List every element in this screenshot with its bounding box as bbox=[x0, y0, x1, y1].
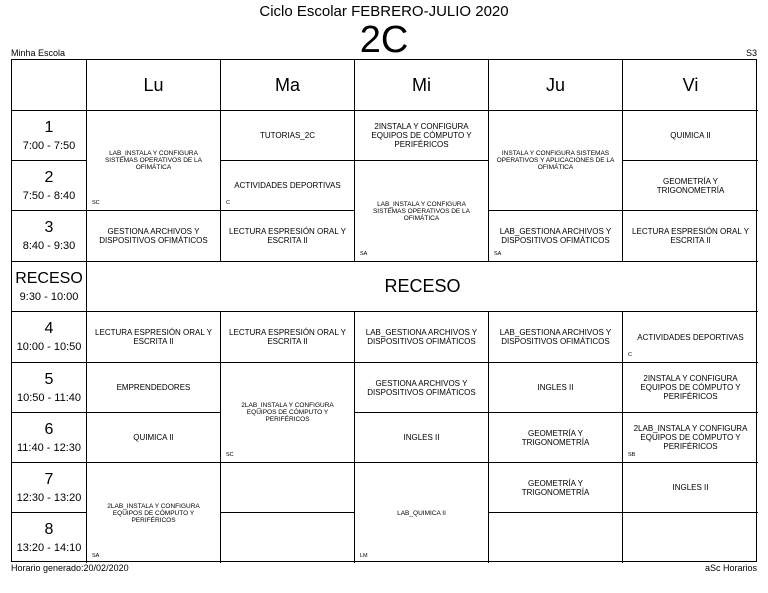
lesson-cell bbox=[623, 111, 758, 161]
lesson-room: C bbox=[628, 352, 632, 358]
lesson-subject: 2LAB_INSTALA Y CONFIGURA EQUIPOS DE CÓMPUTO Y PERIFÉRICOS bbox=[107, 502, 200, 524]
recess-band: RECESO bbox=[87, 262, 758, 312]
lesson-room: SA bbox=[494, 251, 502, 257]
lesson-cell bbox=[221, 111, 355, 161]
lesson-cell bbox=[623, 312, 758, 363]
lesson-cell bbox=[221, 312, 355, 363]
period-time: 12:30 - 13:20 bbox=[16, 491, 82, 504]
period-number: 1 bbox=[44, 118, 54, 136]
lesson-cell bbox=[87, 211, 221, 262]
lesson-subject: LAB_INSTALA Y CONFIGURA SISTEMAS OPERATIVOS DE LA OFIMÁTICA bbox=[372, 200, 471, 222]
lesson-cell bbox=[489, 363, 623, 413]
lesson-cell bbox=[355, 111, 489, 161]
lesson-cell bbox=[221, 161, 355, 211]
lesson-room: SC bbox=[92, 200, 100, 206]
lesson-subject: LAB_GESTIONA ARCHIVOS Y DISPOSITIVOS OFIMÁTICOS bbox=[499, 227, 612, 245]
lesson-cell bbox=[221, 363, 355, 463]
lesson-room: SA bbox=[92, 553, 100, 559]
period-time: 7:00 - 7:50 bbox=[22, 139, 76, 152]
lesson-cell-empty bbox=[489, 513, 623, 563]
lesson-cell bbox=[623, 161, 758, 211]
lesson-subject: 2LAB_INSTALA Y CONFIGURA EQUIPOS DE CÓMPUTO Y PERIFÉRICOS bbox=[633, 424, 748, 451]
lesson-cell-empty bbox=[623, 513, 758, 563]
lesson-subject: INGLES II bbox=[672, 483, 709, 492]
lesson-cell bbox=[489, 312, 623, 363]
lesson-cell bbox=[87, 363, 221, 413]
lesson-subject: LECTURA ESPRESIÓN ORAL Y ESCRITA II bbox=[632, 227, 749, 245]
period-header bbox=[12, 463, 87, 513]
period-time: 8:40 - 9:30 bbox=[22, 240, 76, 252]
period-number: 2 bbox=[44, 168, 54, 186]
lesson-subject: LECTURA ESPRESIÓN ORAL Y ESCRITA II bbox=[95, 328, 212, 346]
lesson-subject: QUIMICA II bbox=[670, 131, 711, 140]
lesson-cell bbox=[489, 211, 623, 262]
lesson-room: SB bbox=[628, 452, 636, 458]
lesson-subject: INSTALA Y CONFIGURA SISTEMAS OPERATIVOS Y APLICACIONES DE LA OFIMÁTICA bbox=[496, 150, 615, 171]
period-header bbox=[12, 111, 87, 161]
timetable-grid bbox=[11, 59, 757, 562]
corner-cell bbox=[12, 60, 87, 111]
period-time: 9:30 - 10:00 bbox=[19, 290, 79, 303]
period-time: 7:50 - 8:40 bbox=[22, 189, 76, 202]
lesson-subject: ACTIVIDADES DEPORTIVAS bbox=[234, 181, 341, 190]
lesson-cell bbox=[355, 463, 489, 563]
lesson-subject: GESTIONA ARCHIVOS Y DISPOSITIVOS OFIMÁTICOS bbox=[99, 227, 208, 245]
period-header bbox=[12, 211, 87, 262]
generated-date: Horario generado:20/02/2020 bbox=[11, 563, 129, 573]
lesson-subject: GEOMETRÍA Y TRIGONOMETRÍA bbox=[656, 176, 725, 195]
period-header bbox=[12, 161, 87, 211]
lesson-subject: LECTURA ESPRESIÓN ORAL Y ESCRITA II bbox=[229, 328, 346, 346]
lesson-cell bbox=[355, 363, 489, 413]
period-header bbox=[12, 312, 87, 363]
school-name: Minha Escola bbox=[11, 48, 66, 58]
lesson-room: SC bbox=[226, 452, 234, 458]
lesson-subject: LAB_INSTALA Y CONFIGURA SISTEMAS OPERATIVOS DE LA OFIMÁTICA bbox=[104, 150, 203, 171]
software-credit: aSc Horarios bbox=[704, 563, 757, 573]
lesson-cell bbox=[87, 463, 221, 563]
lesson-cell bbox=[489, 111, 623, 211]
period-time: 10:50 - 11:40 bbox=[16, 391, 81, 404]
day-header-ma: Ma bbox=[221, 60, 355, 111]
lesson-subject: LAB_QUIMICA II bbox=[397, 509, 446, 517]
room-code: S3 bbox=[745, 48, 757, 58]
lesson-subject: INGLES II bbox=[537, 383, 574, 392]
period-header-recess bbox=[12, 262, 87, 312]
lesson-subject: INGLES II bbox=[403, 433, 440, 442]
lesson-cell bbox=[355, 413, 489, 463]
lesson-subject: GESTIONA ARCHIVOS Y DISPOSITIVOS OFIMÁTICOS bbox=[367, 378, 476, 397]
day-header-ju: Ju bbox=[489, 60, 623, 111]
lesson-subject: GEOMETRÍA Y TRIGONOMETRÍA bbox=[521, 428, 590, 447]
lesson-room: LM bbox=[360, 553, 368, 559]
lesson-subject: ACTIVIDADES DEPORTIVAS bbox=[637, 332, 744, 342]
lesson-cell bbox=[221, 211, 355, 262]
timetable-title: Ciclo Escolar FEBRERO-JULIO 2020 bbox=[259, 3, 509, 20]
day-header-mi: Mi bbox=[355, 60, 489, 111]
lesson-cell bbox=[355, 161, 489, 262]
lesson-subject: EMPRENDEDORES bbox=[116, 383, 191, 392]
lesson-subject: GEOMETRÍA Y TRIGONOMETRÍA bbox=[521, 478, 590, 497]
lesson-subject: 2INSTALA Y CONFIGURA EQUIPOS DE CÓMPUTO Y PERIFÉRICOS bbox=[640, 374, 741, 401]
period-time: 11:40 - 12:30 bbox=[16, 441, 81, 454]
day-header-lu: Lu bbox=[87, 60, 221, 111]
lesson-cell-empty bbox=[221, 513, 355, 563]
lesson-cell bbox=[87, 312, 221, 363]
lesson-subject: QUIMICA II bbox=[133, 433, 174, 442]
period-time: 13:20 - 14:10 bbox=[16, 542, 82, 554]
lesson-subject: LECTURA ESPRESIÓN ORAL Y ESCRITA II bbox=[229, 227, 346, 245]
period-number: 7 bbox=[44, 470, 54, 488]
lesson-subject: 2INSTALA Y CONFIGURA EQUIPOS DE CÓMPUTO Y PERIFÉRICOS bbox=[371, 122, 472, 149]
lesson-subject: LAB_GESTIONA ARCHIVOS Y DISPOSITIVOS OFIMÁTICOS bbox=[499, 328, 612, 346]
lesson-cell bbox=[623, 463, 758, 513]
lesson-room: C bbox=[226, 200, 230, 206]
period-number: 3 bbox=[44, 219, 54, 236]
lesson-room: SA bbox=[360, 251, 368, 257]
lesson-subject: TUTORIAS_2C bbox=[260, 131, 315, 140]
lesson-cell bbox=[355, 312, 489, 363]
period-number: 5 bbox=[44, 370, 54, 388]
period-header bbox=[12, 513, 87, 563]
period-number: 6 bbox=[44, 420, 54, 438]
lesson-cell bbox=[87, 413, 221, 463]
period-number: RECESO bbox=[15, 269, 83, 287]
lesson-subject: 2LAB_INSTALA Y CONFIGURA EQUIPOS DE CÓMPUTO Y PERIFÉRICOS bbox=[241, 402, 334, 423]
period-time: 10:00 - 10:50 bbox=[16, 341, 82, 353]
period-header bbox=[12, 413, 87, 463]
lesson-cell bbox=[489, 413, 623, 463]
day-header-vi: Vi bbox=[623, 60, 758, 111]
lesson-cell bbox=[623, 363, 758, 413]
period-number: 4 bbox=[44, 320, 54, 337]
lesson-cell bbox=[623, 413, 758, 463]
lesson-cell bbox=[489, 463, 623, 513]
lesson-cell-empty bbox=[221, 463, 355, 513]
lesson-cell bbox=[623, 211, 758, 262]
lesson-subject: LAB_GESTIONA ARCHIVOS Y DISPOSITIVOS OFIMÁTICOS bbox=[365, 328, 478, 346]
class-group-title: 2C bbox=[359, 19, 409, 61]
period-header bbox=[12, 363, 87, 413]
lesson-cell bbox=[87, 111, 221, 211]
period-number: 8 bbox=[44, 521, 54, 538]
